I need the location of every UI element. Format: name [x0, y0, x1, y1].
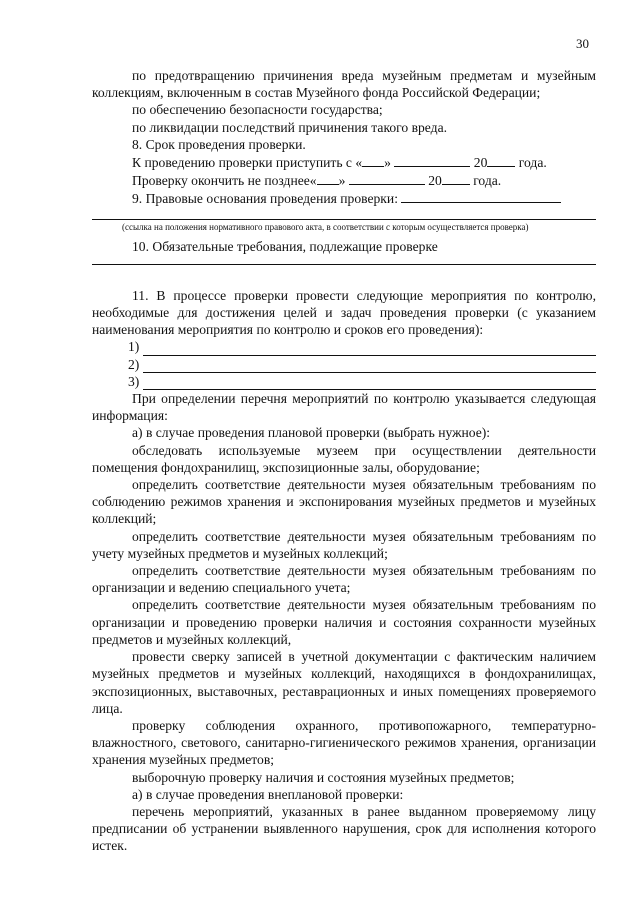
measure-item-2-number: 2): [128, 356, 140, 372]
paragraph-security: по обеспечению безопасности государства;: [132, 102, 383, 118]
end-year-prefix: 20: [428, 173, 442, 189]
section-9-title: 9. Правовые основания проведения проверки:: [132, 191, 398, 207]
paragraph-planned: а) в случае проведения плановой проверки (выбрать нужное):: [132, 425, 491, 441]
start-day-blank[interactable]: [362, 153, 384, 167]
end-month-blank[interactable]: [349, 171, 425, 185]
paragraph-planned-6: провести сверку записей в учетной документации с фактическим наличием музейных предметов и музейных коллекций, находящихся в фондохранилищах, экспозиционных, выставочных, реставрационных и иных помещениях проверяемого лица.: [92, 649, 596, 716]
measure-item-3-number: 3): [128, 373, 140, 389]
end-date-line: [92, 171, 596, 189]
section-8-title: 8. Срок проведения проверки.: [132, 136, 306, 152]
paragraph-liquidation: по ликвидации последствий причинения такого вреда.: [132, 119, 448, 135]
paragraph-info: При определении перечня мероприятий по контролю указывается следующая информация:: [92, 391, 596, 424]
measure-item-2-line[interactable]: [143, 360, 596, 373]
section-11-title: 11. В процессе проверки провести следующие мероприятия по контролю, необходимые для достижения целей и задач проведения проверки (с указанием наименования мероприятия по контролю и сроков его проведения):: [92, 287, 596, 338]
measure-item-3: [92, 373, 596, 390]
section-10-title: 10. Обязательные требования, подлежащие проверке: [132, 238, 438, 254]
requirements-line[interactable]: [92, 263, 596, 265]
legal-basis-note: (ссылка на положения нормативного правового акта, в соответствии с которым осуществляется проверка): [122, 221, 529, 232]
start-year-suffix: года.: [518, 155, 547, 171]
legal-basis-blank[interactable]: [401, 189, 561, 203]
measure-item-1-line[interactable]: [143, 343, 596, 356]
end-date-label: Проверку окончить не позднее«: [132, 173, 317, 189]
section-9-line: [92, 189, 596, 207]
measure-item-3-line[interactable]: [143, 377, 596, 390]
paragraph-unplanned: а) в случае проведения внеплановой проверки:: [132, 786, 404, 802]
legal-basis-line[interactable]: [92, 218, 596, 220]
end-year-suffix: года.: [473, 173, 502, 189]
document-body: [92, 67, 596, 855]
paragraph-planned-4: определить соответствие деятельности музея обязательным требованиям по организации и ведению специального учета;: [92, 563, 596, 596]
start-date-line: [92, 153, 596, 171]
start-year-prefix: 20: [473, 155, 488, 171]
paragraph-planned-3: определить соответствие деятельности музея обязательным требованиям по учету музейных предметов и музейных коллекций;: [92, 528, 596, 561]
paragraph-planned-1: обследовать используемые музеем при осуществлении деятельности помещения фондохранилищ, экспозиционные залы, оборудование;: [92, 442, 596, 475]
start-year-blank[interactable]: [487, 153, 515, 167]
start-quote-close: »: [384, 155, 391, 171]
end-year-blank[interactable]: [442, 171, 470, 185]
measure-item-2: [92, 356, 596, 373]
paragraph-planned-2: определить соответствие деятельности музея обязательным требованиям по соблюдению режимов хранения и экспонирования музейных предметов и музейных коллекций;: [92, 477, 596, 527]
paragraph-planned-8: выборочную проверку наличия и состояния музейных предметов;: [132, 769, 515, 785]
paragraph-unplanned-1: перечень мероприятий, указанных в ранее выданном проверяемому лицу предписании об устранении выявленного нарушения, срок для исполнения которого истек.: [92, 803, 596, 854]
start-month-blank[interactable]: [394, 153, 470, 167]
paragraph-planned-5: определить соответствие деятельности музея обязательным требованиям по организации и проведению проверки наличия и состояния сохранности музейных предметов и музейных коллекций,: [92, 597, 596, 647]
start-date-label: К проведению проверки приступить с «: [132, 155, 363, 171]
end-quote-close: »: [338, 173, 346, 189]
paragraph-planned-7: проверку соблюдения охранного, противопожарного, температурно-влажностного, светового, санитарно-гигиенического режимов хранения, организации хранения музейных предметов;: [92, 717, 596, 768]
end-day-blank[interactable]: [317, 171, 339, 185]
measure-item-1: [92, 338, 596, 355]
page-number: 30: [576, 36, 589, 51]
measure-item-1-number: 1): [128, 339, 140, 355]
paragraph-prevention: по предотвращению причинения вреда музейным предметам и музейным коллекциям, включенным в состав Музейного фонда Российской Федерации;: [92, 68, 596, 101]
